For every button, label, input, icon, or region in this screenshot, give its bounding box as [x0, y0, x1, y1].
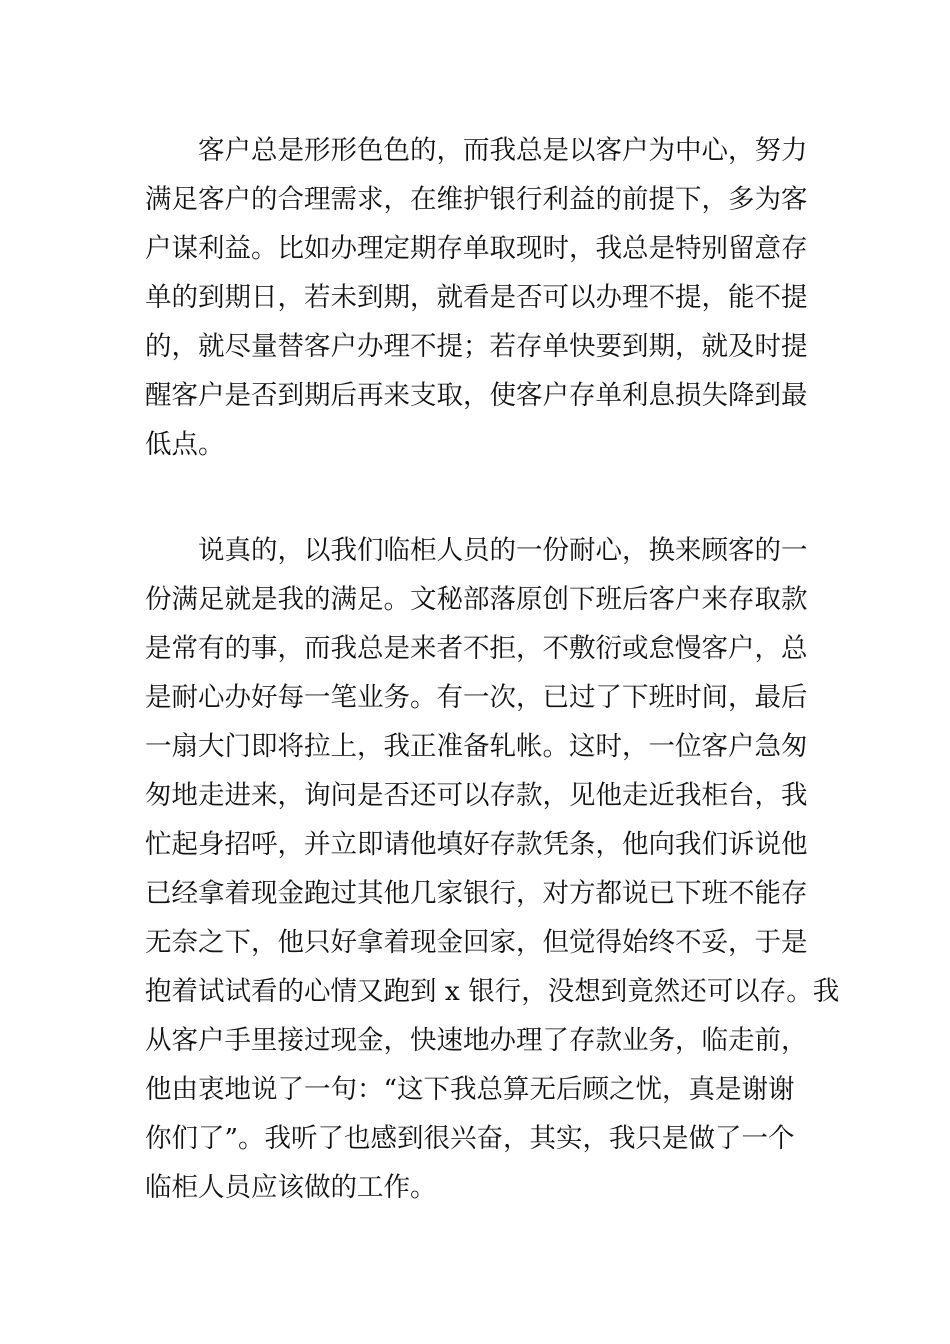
text-line: 的，就尽量替客户办理不提；若存单快要到期，就及时提	[145, 331, 808, 362]
text-line: 单的到期日，若未到期，就看是否可以办理不提，能不提	[145, 282, 808, 313]
text-line: 从客户手里接过现金，快速地办理了存款业务，临走前，	[145, 1025, 808, 1056]
text-line: 客户总是形形色色的，而我总是以客户为中心，努力	[198, 135, 808, 166]
text-line: 你们了”。我听了也感到很兴奋，其实，我只是做了一个	[145, 1123, 795, 1154]
text-line: 是耐心办好每一笔业务。有一次，已过了下班时间，最后	[145, 682, 808, 713]
text-line: 临柜人员应该做的工作。	[145, 1172, 437, 1203]
text-line: 忙起身招呼，并立即请他填好存款凭条，他向我们诉说他	[145, 829, 808, 860]
text-line: 满足客户的合理需求，在维护银行利益的前提下，多为客	[145, 184, 808, 215]
text-line: 无奈之下，他只好拿着现金回家，但觉得始终不妥，于是	[145, 927, 808, 958]
text-line: 份满足就是我的满足。文秘部落原创下班后客户来存取款	[145, 584, 808, 615]
text-line: 一扇大门即将拉上，我正准备轧帐。这时，一位客户急匆	[145, 731, 808, 762]
text-line: 说真的，以我们临柜人员的一份耐心，换来顾客的一	[198, 535, 808, 566]
paragraph-patience-story	[145, 526, 840, 1212]
text-line: 他由衷地说了一句：“这下我总算无后顾之忧，真是谢谢	[145, 1074, 795, 1105]
text-line: 是常有的事，而我总是来者不拒，不敷衍或怠慢客户，总	[145, 633, 808, 664]
text-line: 户谋利益。比如办理定期存单取现时，我总是特别留意存	[145, 233, 808, 264]
text-line: 匆地走进来，询问是否还可以存款，见他走近我柜台，我	[145, 780, 808, 811]
text-line: 抱着试试看的心情又跑到 x 银行，没想到竟然还可以存。我	[145, 976, 840, 1007]
text-line: 低点。	[145, 429, 225, 460]
text-line: 醒客户是否到期后再来支取，使客户存单利息损失降到最	[145, 380, 808, 411]
text-line: 已经拿着现金跑过其他几家银行，对方都说已下班不能存	[145, 878, 808, 909]
paragraph-customer-service	[145, 126, 815, 469]
